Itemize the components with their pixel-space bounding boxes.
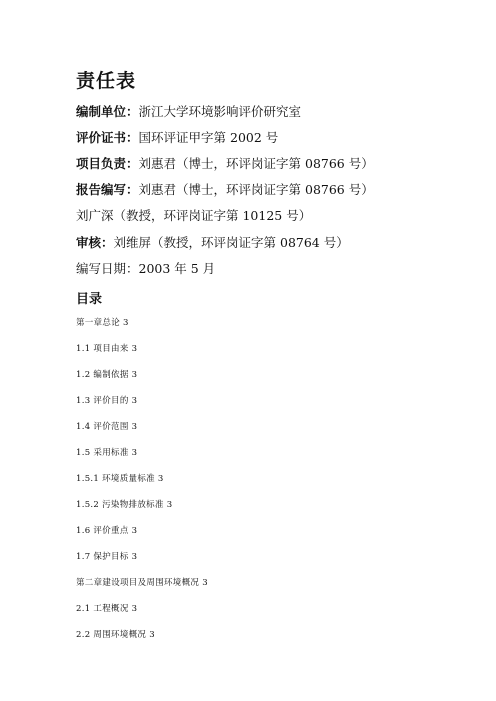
toc-entry[interactable]: 1.6 评价重点 3 (76, 526, 138, 536)
info-line-project-lead (76, 154, 374, 172)
toc-entry[interactable]: 1.4 评价范围 3 (76, 422, 138, 432)
info-label: 编制单位： (76, 104, 139, 119)
toc-entry[interactable]: 1.3 评价目的 3 (76, 396, 138, 406)
toc-entry[interactable]: 1.1 项目由来 3 (76, 344, 138, 354)
toc-entry[interactable]: 2.2 周围环境概况 3 (76, 630, 155, 640)
info-line-co-author (76, 206, 311, 224)
info-line-unit (76, 102, 301, 120)
toc-title: 目录 (76, 292, 103, 307)
toc-entry[interactable]: 1.5 采用标准 3 (76, 448, 138, 458)
info-value: 编写日期：2003 年 5 月 (76, 261, 216, 276)
info-value: 刘维屏（教授，环评岗证字第 08764 号） (113, 235, 349, 250)
info-line-report-author (76, 180, 374, 198)
info-value: 刘惠君（博士，环评岗证字第 08766 号） (138, 182, 374, 197)
info-value: 刘广深（教授，环评岗证字第 10125 号） (76, 208, 312, 223)
toc-entry[interactable]: 1.2 编制依据 3 (76, 370, 138, 380)
info-line-certificate (76, 128, 278, 146)
toc-entry[interactable]: 2.1 工程概况 3 (76, 604, 138, 614)
toc-entry[interactable]: 1.5.2 污染物排放标准 3 (76, 500, 173, 510)
toc-entry[interactable]: 1.5.1 环境质量标准 3 (76, 474, 164, 484)
toc-entry[interactable]: 1.7 保护目标 3 (76, 552, 138, 562)
info-label: 审核： (76, 235, 114, 250)
info-line-date (76, 259, 215, 277)
info-label: 评价证书： (76, 130, 139, 145)
info-label: 项目负责： (76, 156, 139, 171)
info-value: 国环评证甲字第 2002 号 (138, 130, 279, 145)
page-title: 责任表 (76, 70, 137, 92)
toc-entry[interactable]: 第二章建设项目及周围环境概况 3 (76, 578, 208, 588)
info-label: 报告编写： (76, 182, 139, 197)
info-line-reviewer (76, 233, 349, 251)
info-value: 浙江大学环境影响评价研究室 (138, 104, 302, 119)
info-value: 刘惠君（博士，环评岗证字第 08766 号） (138, 156, 374, 171)
toc-entry[interactable]: 第一章总论 3 (76, 318, 129, 328)
